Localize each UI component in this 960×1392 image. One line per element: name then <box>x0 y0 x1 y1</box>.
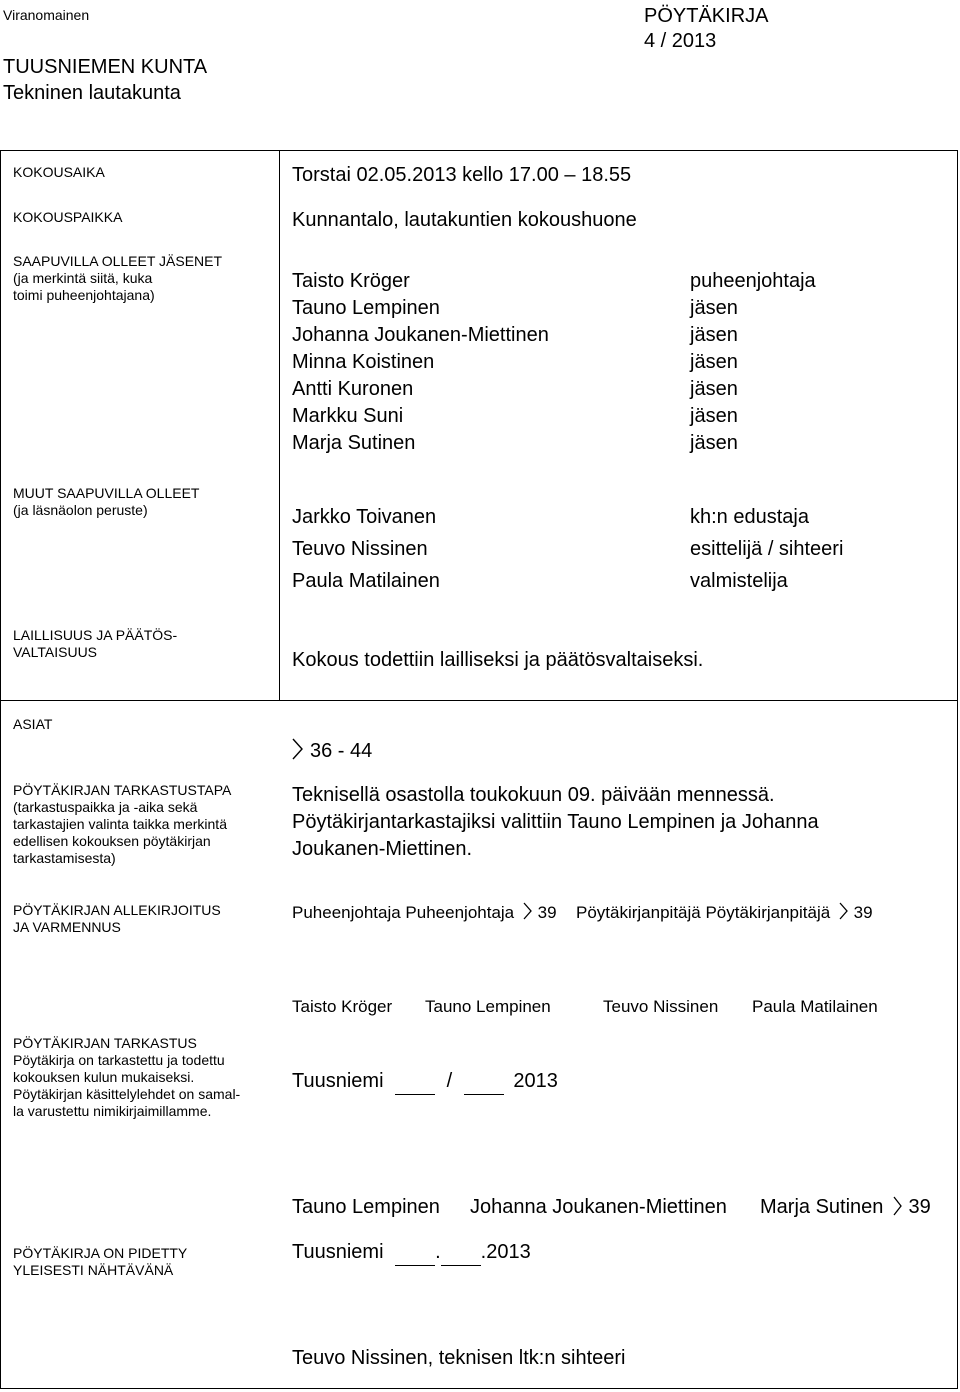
posted-place: Tuusniemi <box>292 1241 384 1263</box>
legality-label: LAILLISUUS JA PÄÄTÖS- VALTAISUUS <box>13 627 178 660</box>
signing-roles-line <box>292 901 873 924</box>
inspection-method-line3: Joukanen-Miettinen. <box>292 838 473 860</box>
signer-name: Teuvo Nissinen <box>603 997 719 1016</box>
other-name: Paula Matilainen <box>292 570 440 592</box>
other-name: Jarkko Toivanen <box>292 506 437 528</box>
legality-value: Kokous todettiin lailliseksi ja päätösvaltaiseksi. <box>292 649 704 671</box>
other-role: esittelijä / sihteeri <box>690 538 844 560</box>
matters-range: 36 - 44 <box>310 740 373 762</box>
matters-label: ASIAT <box>13 716 53 732</box>
posted-label: PÖYTÄKIRJA ON PIDETTY YLEISESTI NÄHTÄVÄNÄ <box>13 1245 188 1278</box>
member-role: jäsen <box>690 297 738 319</box>
others-label: MUUT SAAPUVILLA OLLEET (ja läsnäolon peruste) <box>13 485 200 518</box>
meeting-time-label: KOKOUSAIKA <box>13 164 105 180</box>
document-number: 4 / 2013 <box>644 30 717 52</box>
inspection-sep: / <box>446 1070 453 1092</box>
inspector-name: Tauno Lempinen <box>292 1196 440 1218</box>
signature-placeholder-icon <box>893 1195 903 1217</box>
member-name: Minna Koistinen <box>292 351 435 373</box>
posted-signer: Teuvo Nissinen, teknisen ltk:n sihteeri <box>292 1347 626 1369</box>
inspector-mark: 39 <box>908 1196 931 1218</box>
meeting-time-value: Torstai 02.05.2013 kello 17.00 – 18.55 <box>292 164 632 186</box>
document-type: PÖYTÄKIRJA <box>644 5 769 27</box>
chair-mark: 39 <box>537 903 557 922</box>
inspection-date-line <box>292 1068 558 1095</box>
member-role: jäsen <box>690 405 738 427</box>
other-name: Teuvo Nissinen <box>292 538 428 560</box>
inspection-method-line1: Teknisellä osastolla toukokuun 09. päivään mennessä. <box>292 784 775 806</box>
signature-placeholder-icon <box>523 901 533 921</box>
signer-name: Paula Matilainen <box>752 997 878 1016</box>
table-left-border <box>0 150 1 1389</box>
inspection-label: PÖYTÄKIRJAN TARKASTUS Pöytäkirja on tarkastettu ja todettu kokouksen kulun mukaiseksi. Pöytäkirjan käsittelylehdet on samal- la varustettu nimikirjaimillamme. <box>13 1035 241 1119</box>
member-name: Markku Suni <box>292 405 404 427</box>
member-name: Antti Kuronen <box>292 378 414 400</box>
other-role: valmistelija <box>690 570 788 592</box>
members-names <box>292 268 549 457</box>
inspection-year: 2013 <box>513 1070 558 1092</box>
month-blank <box>464 1074 504 1095</box>
signer-name: Taisto Kröger <box>292 997 393 1016</box>
posted-date-line <box>292 1239 531 1266</box>
brace-mark-icon <box>292 737 304 761</box>
members-roles <box>690 268 816 457</box>
members-label: SAAPUVILLA OLLEET JÄSENET (ja merkintä siitä, kuka toimi puheenjohtajana) <box>13 253 223 303</box>
board-name: Tekninen lautakunta <box>3 82 181 104</box>
member-name: Marja Sutinen <box>292 432 416 454</box>
signature-placeholder-icon <box>839 901 849 921</box>
inspector-line <box>760 1194 931 1221</box>
member-name: Johanna Joukanen-Miettinen <box>292 324 549 346</box>
inspection-place: Tuusniemi <box>292 1070 384 1092</box>
inspector-name: Marja Sutinen <box>760 1196 884 1218</box>
signer-name: Tauno Lempinen <box>425 997 551 1016</box>
others-names <box>292 504 440 600</box>
month-blank <box>441 1245 481 1266</box>
meeting-place-value: Kunnantalo, lautakuntien kokoushuone <box>292 209 637 231</box>
member-name: Tauno Lempinen <box>292 297 440 319</box>
posted-dot: . <box>435 1241 441 1263</box>
posted-year: .2013 <box>480 1241 531 1263</box>
signing-label: PÖYTÄKIRJAN ALLEKIRJOITUS JA VARMENNUS <box>13 902 221 935</box>
member-name: Taisto Kröger <box>292 270 410 292</box>
table-top-border <box>0 150 958 151</box>
day-blank <box>395 1245 435 1266</box>
secretary-role-text: Pöytäkirjanpitäjä Pöytäkirjanpitäjä <box>576 903 831 922</box>
inspector-name: Johanna Joukanen-Miettinen <box>470 1196 727 1218</box>
column-divider <box>279 150 280 701</box>
matters-value <box>292 737 372 765</box>
inspection-method-label: PÖYTÄKIRJAN TARKASTUSTAPA (tarkastuspaikka ja -aika sekä tarkastajien valinta taikka merkintä edellisen kokouksen pöytäkirjan tarkastamisesta) <box>13 782 232 866</box>
other-role: kh:n edustaja <box>690 506 809 528</box>
member-role: jäsen <box>690 351 738 373</box>
municipality-name: TUUSNIEMEN KUNTA <box>3 56 208 78</box>
member-role: jäsen <box>690 432 738 454</box>
member-role: puheenjohtaja <box>690 270 816 292</box>
inspection-method-line2: Pöytäkirjantarkastajiksi valittiin Tauno Lempinen ja Johanna <box>292 811 819 833</box>
meeting-place-label: KOKOUSPAIKKA <box>13 209 123 225</box>
authority-mark: Viranomainen <box>3 7 90 23</box>
section-divider <box>0 700 958 701</box>
member-role: jäsen <box>690 378 738 400</box>
others-roles <box>690 504 843 600</box>
chair-role-text: Puheenjohtaja Puheenjohtaja <box>292 903 515 922</box>
secretary-mark: 39 <box>853 903 873 922</box>
day-blank <box>395 1074 435 1095</box>
table-right-border <box>957 150 958 1389</box>
table-bottom-border <box>0 1388 958 1389</box>
member-role: jäsen <box>690 324 738 346</box>
